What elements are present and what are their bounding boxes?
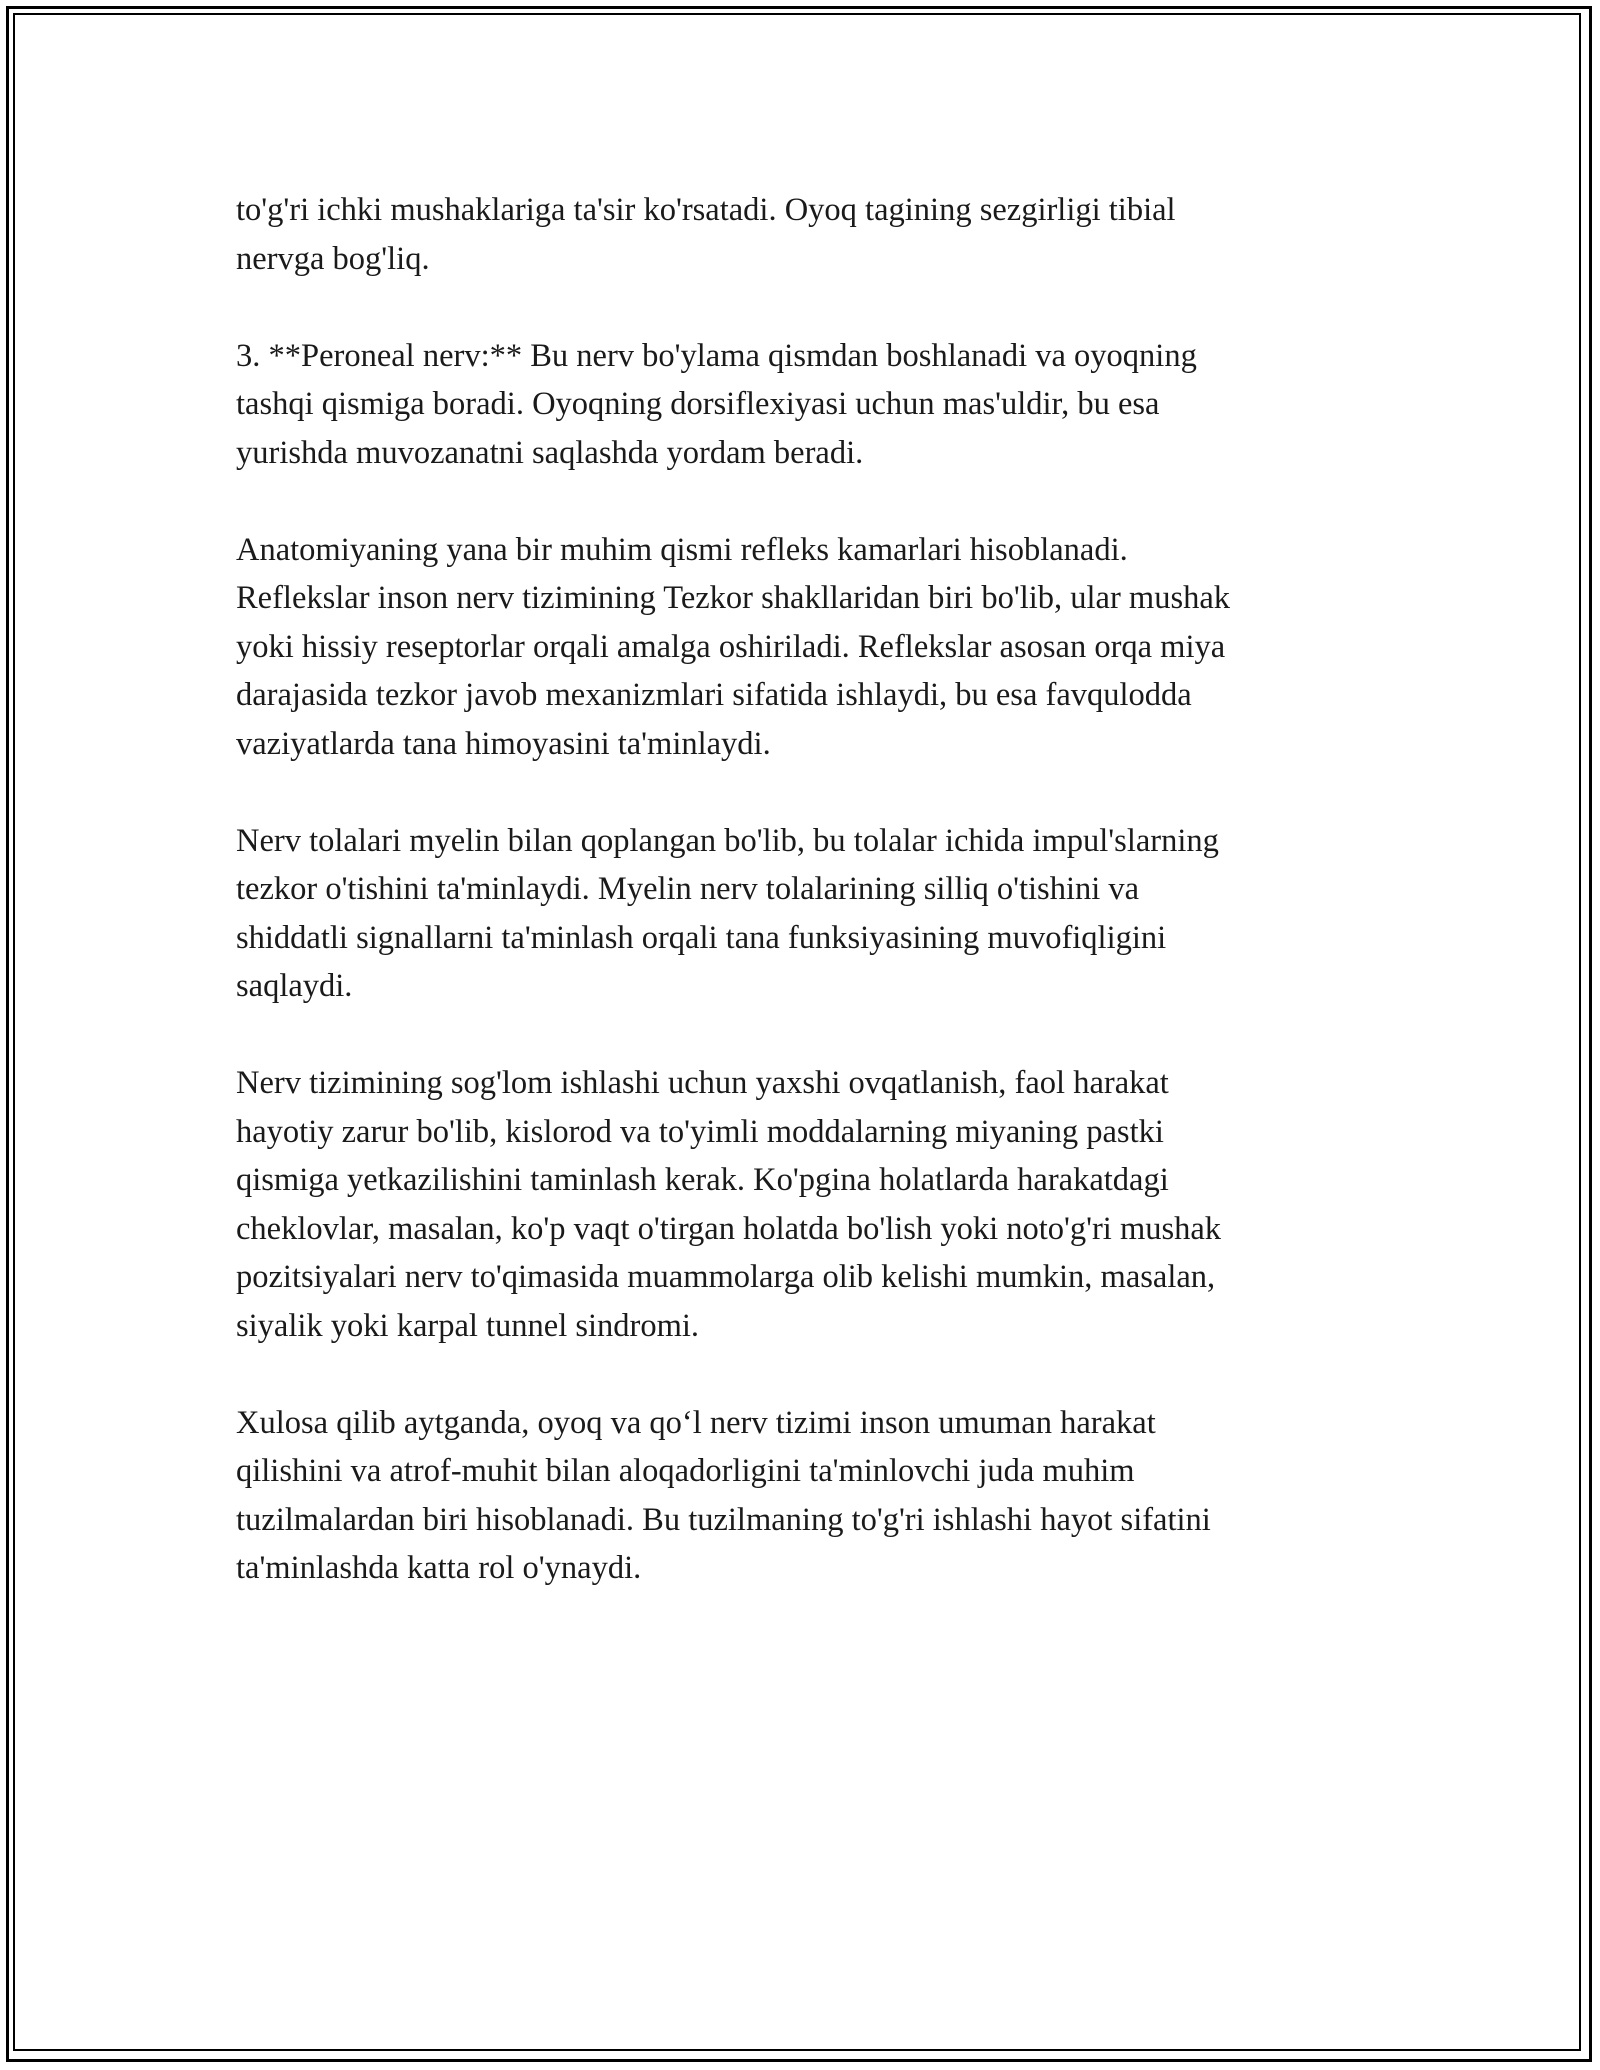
paragraph-reflex-arcs: Anatomiyaning yana bir muhim qismi refleks kamarlari hisoblanadi. Reflekslar inson nerv tizimining Tezkor shakllaridan biri bo'lib, ular mushak yoki hissiy reseptorlar orqali amalga oshiriladi. Reflekslar asosan orqa miya darajasida tezkor javob mexanizmlari sifatida ishlaydi, bu esa favqulodda vaziyatlarda tana himoyasini ta'minlaydi. [236, 531, 1231, 762]
paragraph-nervous-system-health: Nerv tizimining sog'lom ishlashi uchun yaxshi ovqatlanish, faol harakat hayotiy zarur bo'lib, kislorod va to'yimli moddalarning miyaning pastki qismiga yetkazilishini taminlash kerak. Ko'pgina holatlarda harakatdagi cheklovlar, masalan, ko'p vaqt o'tirgan holatda bo'lish yoki noto'g'ri mushak pozitsiyalari nerv to'qimasida muammolarga olib kelishi mumkin, masalan, siyalik yoki karpal tunnel sindromi. [236, 1065, 1222, 1344]
paragraph-peroneal-nerve: 3. **Peroneal nerv:** Bu nerv bo'ylama qismdan boshlanadi va oyoqning tashqi qismiga boradi. Oyoqning dorsiflexiyasi uchun mas'uldir, bu esa yurishda muvozanatni saqlashda yordam beradi. [236, 337, 1197, 471]
paragraph-tibial-nerve-continuation: to'g'ri ichki mushaklariga ta'sir ko'rsatadi. Oyoq tagining sezgirligi tibial nervga bog'liq. [236, 192, 1176, 277]
paragraph-myelin: Nerv tolalari myelin bilan qoplangan bo'lib, bu tolalar ichida impul'slarning tezkor o'tishini ta'minlaydi. Myelin nerv tolalarining silliq o'tishini va shiddatli signallarni ta'minlash orqali tana funksiyasining muvofiqligini saqlaydi. [236, 822, 1219, 1004]
paragraph-conclusion: Xulosa qilib aytganda, oyoq va qo‘l nerv tizimi inson umuman harakat qilishini va atrof-muhit bilan aloqadorligini ta'minlovchi juda muhim tuzilmalardan biri hisoblanadi. Bu tuzilmaning to'g'ri ishlashi hayot sifatini ta'minlashda katta rol o'ynaydi. [236, 1404, 1211, 1586]
document-body [236, 186, 1386, 1641]
